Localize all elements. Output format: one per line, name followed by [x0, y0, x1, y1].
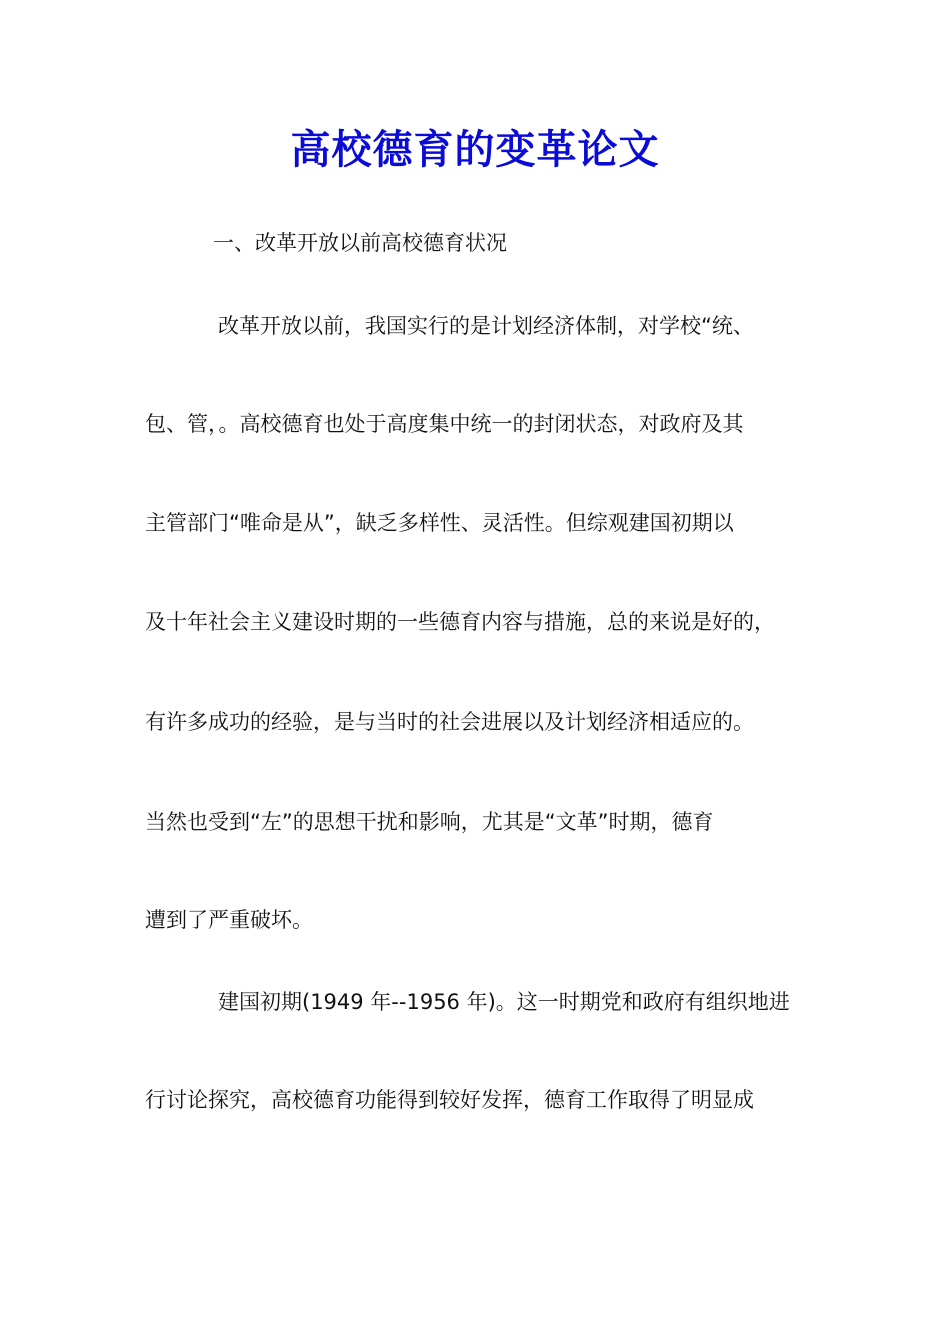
paragraph-1-line-4: 及十年社会主义建设时期的一些德育内容与措施，总的来说是好的， [145, 610, 775, 634]
paragraph-1-line-1: 改革开放以前，我国实行的是计划经济体制，对学校“统、 [218, 314, 754, 338]
paragraph-1-line-6: 当然也受到“左”的思想干扰和影响，尤其是“文革”时期，德育 [145, 810, 714, 834]
document-title: 高校德育的变革论文 [290, 126, 660, 173]
paragraph-1-line-5: 有许多成功的经验，是与当时的社会进展以及计划经济相适应的。 [145, 710, 754, 734]
paragraph-1-line-2: 包、管，。高校德育也处于高度集中统一的封闭状态，对政府及其 [145, 412, 744, 436]
paragraph-2-line-2: 行讨论探究，高校德育功能得到较好发挥，德育工作取得了明显成 [145, 1088, 754, 1112]
section-heading: 一、改革开放以前高校德育状况 [213, 231, 507, 255]
paragraph-1-line-3: 主管部门“唯命是从”，缺乏多样性、灵活性。但综观建国初期以 [145, 511, 734, 535]
paragraph-2-line-1: 建国初期(1949 年--1956 年)。这一时期党和政府有组织地进 [218, 990, 790, 1014]
paragraph-1-line-7: 遭到了严重破坏。 [145, 908, 313, 932]
